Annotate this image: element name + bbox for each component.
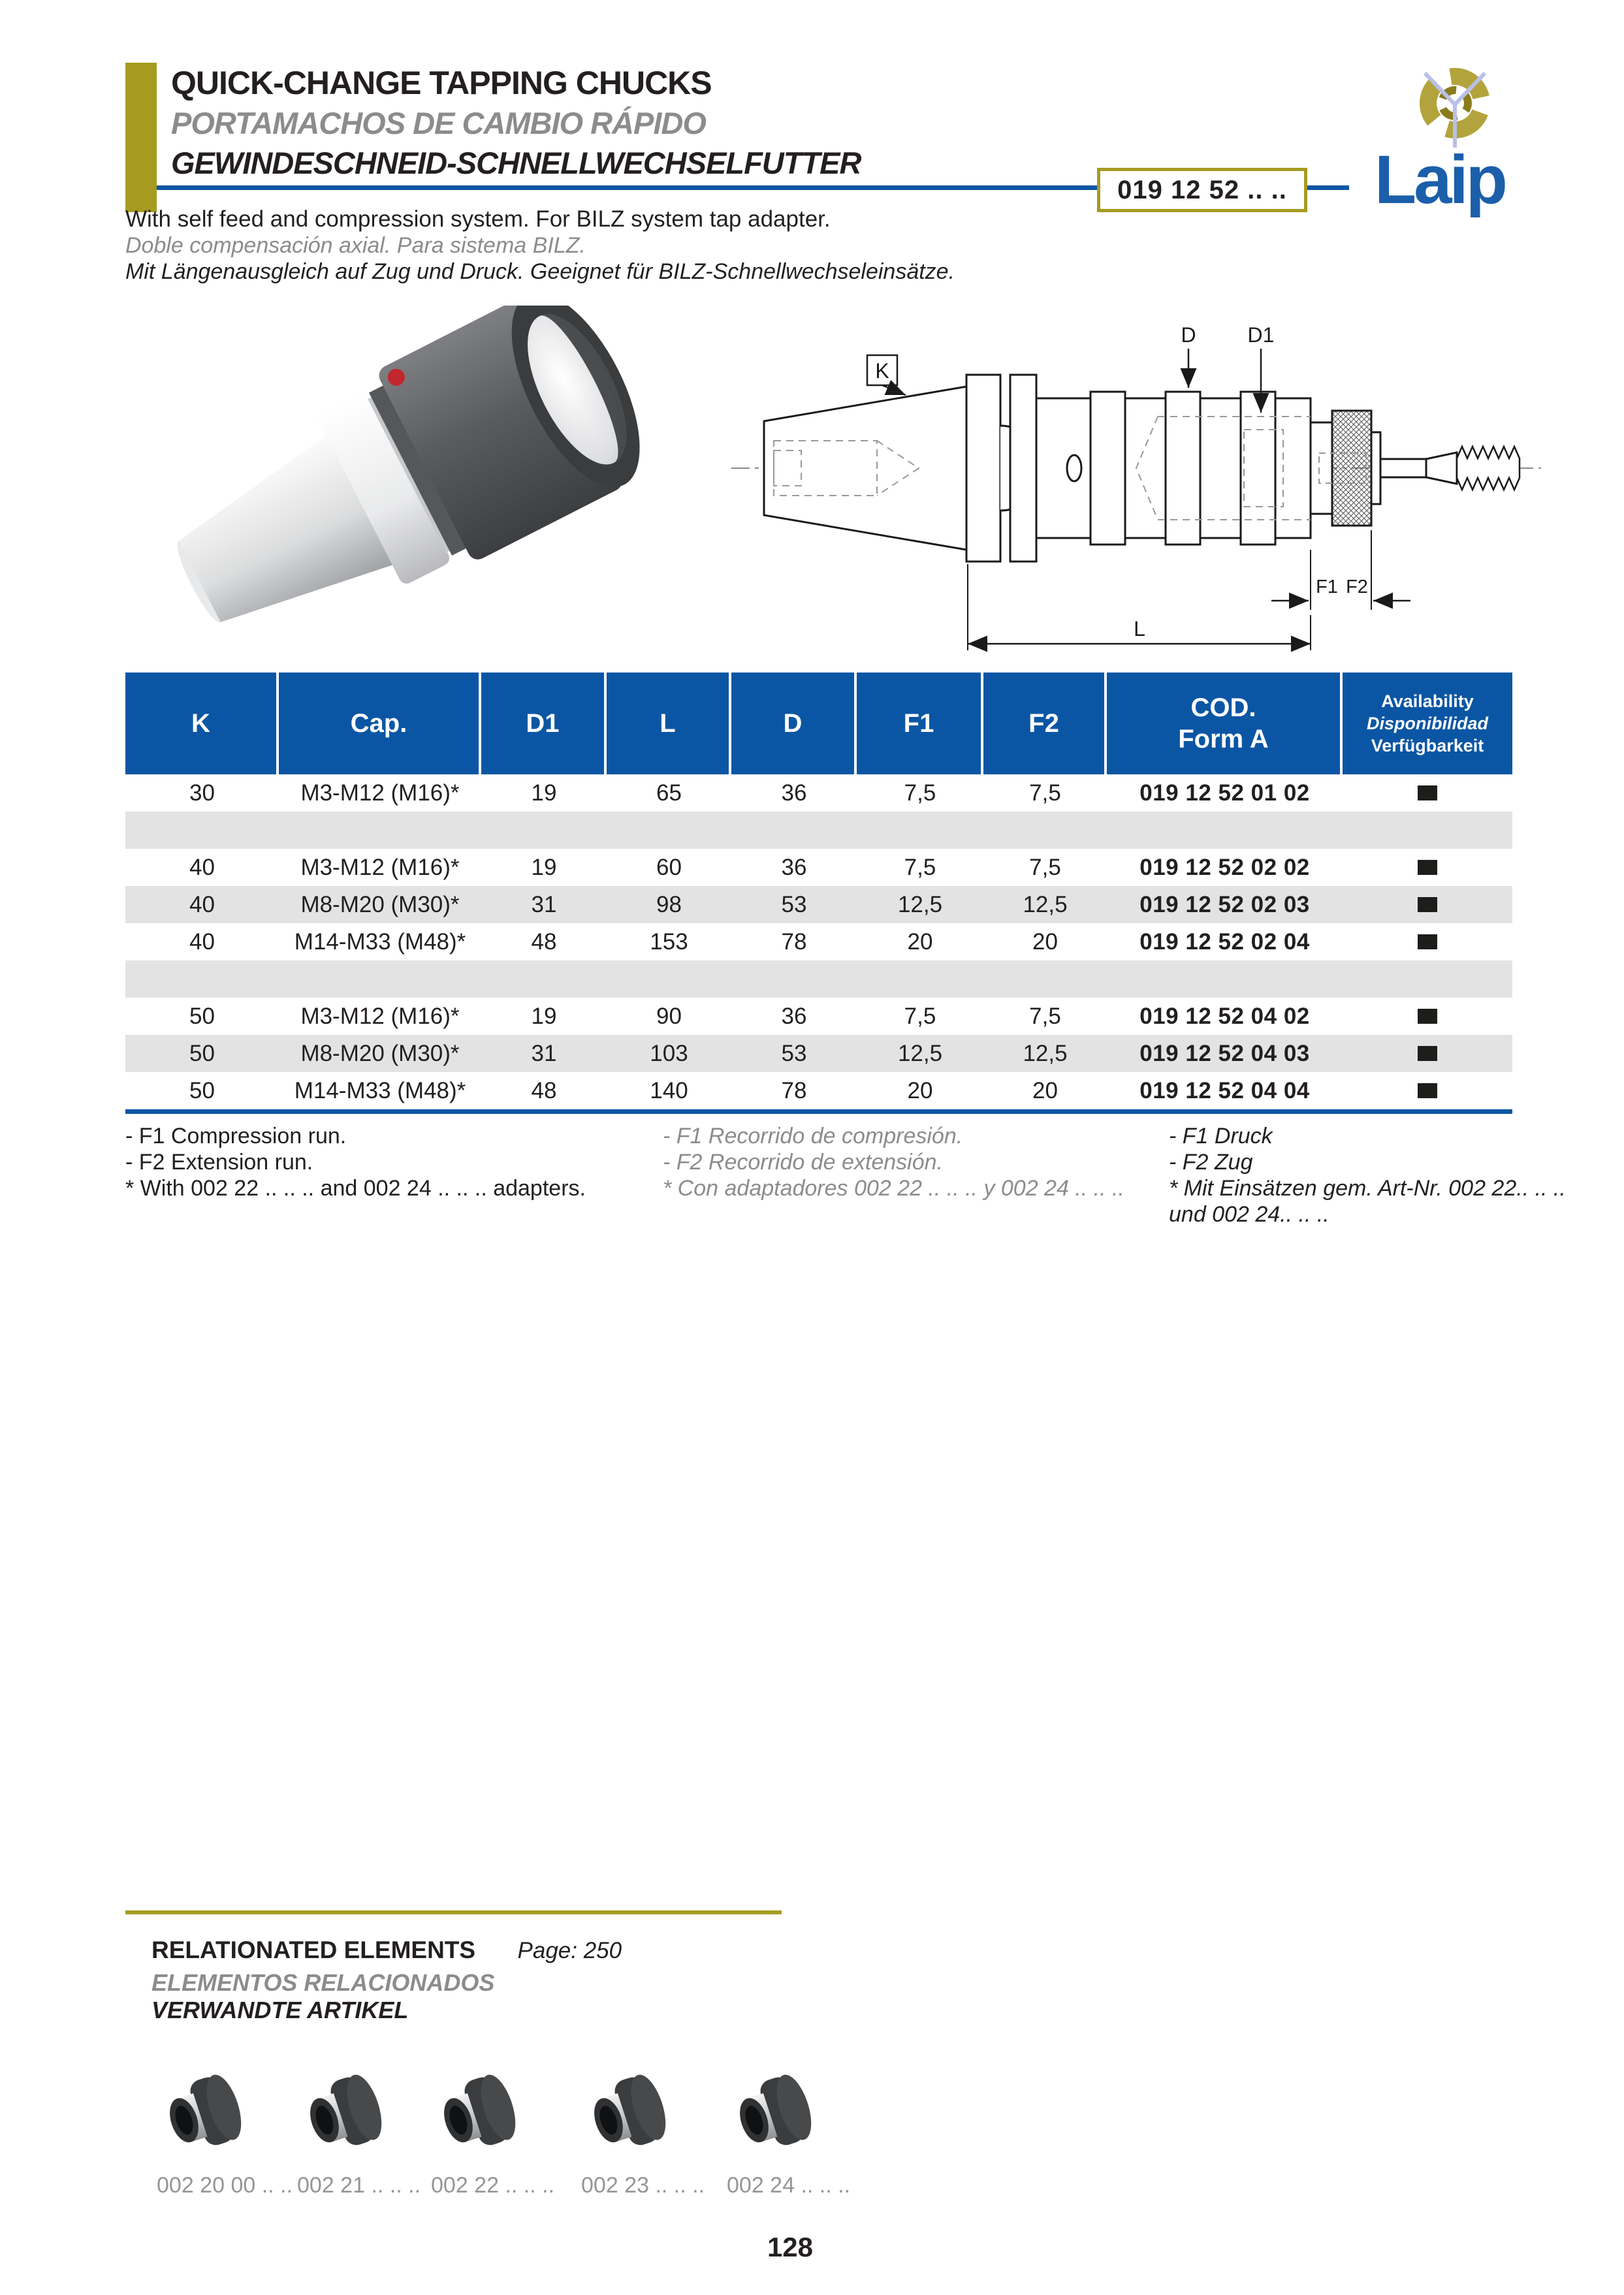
cell-cod: 019 12 52 01 02 [1139,780,1310,806]
related-title-es: ELEMENTOS RELACIONADOS [151,1969,495,1996]
d-label: D [1181,323,1196,347]
col-header-d1: D1 [481,673,607,774]
product-photo [147,306,663,652]
cell-f2: 7,5 [1029,780,1061,806]
footnote-line: - F2 Extension run. [125,1150,313,1175]
cell-f1: 7,5 [904,1003,936,1029]
availability-square [1418,1046,1437,1061]
footnote-line: - F1 Recorrido de compresión. [663,1124,963,1148]
col-header-l: L [607,673,731,774]
avail-en: Availability [1381,691,1474,711]
cell-cap: M14-M33 (M48)* [294,1077,466,1103]
cell-f2: 20 [1032,1077,1058,1103]
cell-cod: 019 12 52 02 03 [1139,891,1310,917]
availability-square [1418,1083,1437,1098]
cell-k: 50 [189,1003,215,1029]
footnote-line: * Con adaptadores 002 22 .. .. .. y 002 24 .. .. .. [663,1176,1124,1201]
header-rule-left [157,185,1097,190]
cell-k: 40 [189,928,215,955]
f1-label: F1 [1316,577,1338,597]
related-divider [125,1910,782,1914]
table-row [125,923,1512,960]
tap-adapter-image [581,2063,686,2161]
availability-square [1418,934,1437,949]
cell-d: 53 [781,1040,807,1066]
cell-cap: M8-M20 (M30)* [300,1040,460,1066]
cell-l: 65 [656,780,682,806]
related-item[interactable] [431,2063,555,2198]
tap-adapter-image [431,2063,535,2161]
cell-f1: 20 [907,1077,933,1103]
related-item-code: 002 23 .. .. .. [581,2173,705,2198]
cell-availability [1343,886,1512,923]
d1-label: D1 [1247,323,1275,347]
cell-f2: 12,5 [1023,1040,1068,1066]
table-row [125,1072,1512,1109]
availability-square [1418,897,1437,912]
cell-k: 50 [189,1077,215,1103]
related-item[interactable] [727,2063,851,2198]
related-title-de: VERWANDTE ARTIKEL [151,1997,409,2023]
page-title-block [171,63,861,183]
cell-cap: M3-M12 (M16)* [300,854,460,880]
tap-adapter-image [157,2063,261,2161]
related-title: RELATIONATED ELEMENTS [151,1937,476,1963]
cell-l: 98 [656,891,682,917]
cell-cap: M8-M20 (M30)* [300,891,460,917]
cell-k: 50 [189,1040,215,1066]
cell-l: 153 [650,928,688,955]
table-header-row [125,673,1512,774]
cell-cod: 019 12 52 02 02 [1139,854,1310,880]
tap-adapter-image [297,2063,402,2161]
footnotes-es [663,1123,1124,1201]
avail-es: Disponibilidad [1367,714,1488,733]
cell-d: 78 [781,928,807,955]
footnote-line: und 002 24.. .. .. [1169,1202,1329,1227]
cell-d1: 31 [531,891,557,917]
description-de: Mit Längenausgleich auf Zug und Druck. Geeignet für BILZ-Schnellwechseleinsätze. [125,259,955,284]
footnote-line: - F2 Zug [1169,1150,1253,1175]
footnote-line: * With 002 22 .. .. .. and 002 24 .. .. .. adapters. [125,1176,586,1201]
col-header-f1: F1 [857,673,983,774]
product-table [125,673,1512,1114]
cell-availability [1343,774,1512,812]
page-number: 128 [767,2232,814,2262]
description-es: Doble compensación axial. Para sistema BILZ. [125,233,586,258]
tap-adapter-image [727,2063,831,2161]
cell-f2: 7,5 [1029,1003,1061,1029]
technical-drawing [709,302,1561,677]
product-code-box: 019 12 52 .. .. [1097,168,1307,212]
cell-cap: M3-M12 (M16)* [300,1003,460,1029]
cell-availability [1343,849,1512,886]
f2-label: F2 [1346,577,1368,597]
cell-f1: 7,5 [904,854,936,880]
cell-cap: M14-M33 (M48)* [294,928,466,955]
cell-l: 60 [656,854,682,880]
col-header-cod [1107,673,1343,774]
cell-k: 40 [189,854,215,880]
cell-cod: 019 12 52 04 02 [1139,1003,1310,1029]
cell-availability [1343,923,1512,960]
availability-square [1418,785,1437,800]
description-en: With self feed and compression system. For BILZ system tap adapter. [125,206,831,232]
table-row [125,998,1512,1035]
availability-square [1418,860,1437,875]
page-title: QUICK-CHANGE TAPPING CHUCKS [171,65,712,101]
cell-d: 53 [781,891,807,917]
cell-d1: 31 [531,1040,557,1066]
description-block [125,206,955,285]
cell-d1: 19 [531,1003,557,1029]
cell-f2: 7,5 [1029,854,1061,880]
cell-d: 36 [781,854,807,880]
l-label: L [1134,617,1145,641]
header-rule-right [1303,185,1349,190]
footnote-line: - F1 Compression run. [125,1124,347,1148]
cell-d1: 19 [531,854,557,880]
availability-square [1418,1009,1437,1024]
cell-d: 36 [781,780,807,806]
related-item[interactable] [581,2063,705,2198]
col-header-d: D [731,673,857,774]
logo-wordmark: Laip [1375,142,1505,218]
cell-f1: 12,5 [897,1040,943,1066]
cell-cap: M3-M12 (M16)* [300,780,460,806]
cell-d1: 19 [531,780,557,806]
cell-availability [1343,1072,1512,1109]
col-header-cap: Cap. [279,673,481,774]
cell-l: 90 [656,1003,682,1029]
page-title-es: PORTAMACHOS DE CAMBIO RÁPIDO [171,106,706,140]
table-spacer-row [125,812,1512,849]
page-title-de: GEWINDESCHNEID-SCHNELLWECHSELFUTTER [171,146,861,180]
table-bottom-rule [125,1109,1512,1114]
k-label: K [875,359,889,383]
table-row [125,774,1512,812]
brand-logo [1371,64,1593,221]
table-row [125,849,1512,886]
related-item[interactable] [297,2063,421,2198]
related-item-code: 002 22 .. .. .. [431,2173,555,2198]
cell-cod: 019 12 52 02 04 [1139,928,1310,955]
cell-f2: 12,5 [1023,891,1068,917]
cod-line2: Form A [1178,725,1269,753]
col-header-f2: F2 [983,673,1107,774]
table-row [125,886,1512,923]
footnote-line: - F1 Druck [1169,1124,1273,1148]
cell-d: 36 [781,1003,807,1029]
cod-line1: COD. [1190,693,1256,722]
cell-l: 103 [650,1040,688,1066]
table-spacer-row [125,960,1512,998]
cell-f1: 12,5 [897,891,943,917]
related-page-ref[interactable]: Page: 250 [517,1938,622,1963]
cell-k: 40 [189,891,215,917]
cell-cod: 019 12 52 04 04 [1139,1077,1310,1103]
cell-availability [1343,998,1512,1035]
cell-availability [1343,1035,1512,1072]
cell-f1: 20 [907,928,933,955]
cell-d: 78 [781,1077,807,1103]
avail-de: Verfügbarkeit [1371,736,1484,755]
footnotes-de [1169,1123,1566,1227]
col-header-availability [1343,673,1512,774]
laip-emblem-icon [1412,64,1498,149]
cell-d1: 48 [531,1077,557,1103]
accent-bar [125,63,157,212]
cell-d1: 48 [531,928,557,955]
cell-k: 30 [189,780,215,806]
cell-cod: 019 12 52 04 03 [1139,1040,1310,1066]
related-item-code: 002 24 .. .. .. [727,2173,851,2198]
related-heading-block [151,1937,622,2024]
col-header-k: K [125,673,279,774]
related-item-code: 002 21 .. .. .. [297,2173,421,2198]
table-row [125,1035,1512,1072]
related-item[interactable] [157,2063,293,2198]
cell-f1: 7,5 [904,780,936,806]
footnotes-en [125,1123,586,1201]
cell-f2: 20 [1032,928,1058,955]
footnote-line: - F2 Recorrido de extensión. [663,1150,943,1175]
related-item-code: 002 20 00 .. .. [157,2173,293,2198]
cell-l: 140 [650,1077,688,1103]
footnote-line: * Mit Einsätzen gem. Art-Nr. 002 22.. .. .. [1169,1176,1566,1201]
